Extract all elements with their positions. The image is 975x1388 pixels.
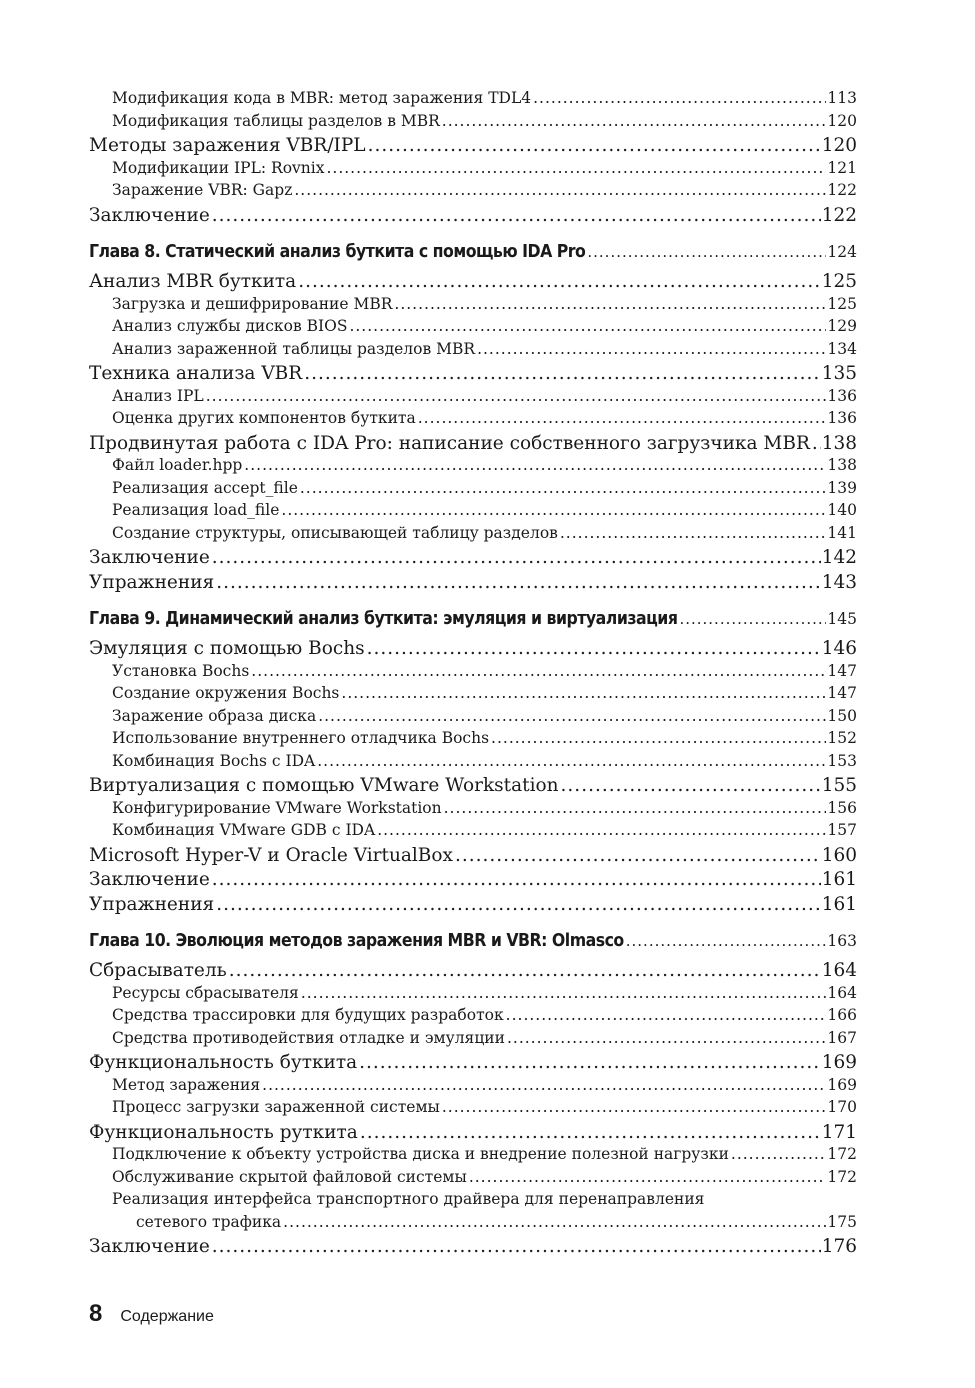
dot-leader [560,521,827,545]
toc-entry [89,818,857,841]
dot-leader [318,704,826,728]
toc-entry-title: Файл loader.hpp [112,456,243,474]
toc-entry-title: Обслуживание скрытой файловой системы [112,1167,467,1186]
toc-entry-page: 156 [827,798,857,817]
toc-entry-page: 134 [827,339,857,358]
dot-leader [394,292,826,316]
dot-leader [506,1003,827,1027]
toc-entry-page: 161 [821,893,857,915]
toc-entry-title: Реализация accept_file [112,478,298,497]
dot-leader [251,659,826,683]
dot-leader [469,1165,827,1189]
toc-chapter-entry [89,604,857,634]
toc-entry-title: Заключение [89,1236,210,1257]
toc-entry [89,1026,857,1049]
toc-entry-page: 125 [827,294,857,313]
toc-entry [89,681,857,704]
toc-entry-title: Подключение к объекту устройства диска и внедрение полезной нагрузки [112,1145,729,1163]
toc-entry-page: 143 [821,571,857,593]
toc-entry-page: 147 [827,661,857,680]
toc-entry-page: 172 [827,1145,857,1163]
dot-leader [206,384,827,408]
toc-entry-page: 167 [827,1028,857,1047]
toc-entry-page: 175 [827,1212,857,1231]
toc-entry [89,267,857,292]
toc-entry-title: Виртуализация с помощью VMware Workstation [89,775,559,796]
toc-entry [89,156,857,179]
toc-entry [89,337,857,360]
toc-entry-page: 171 [821,1121,857,1143]
toc-entry-title: Microsoft Hyper-V и Oracle VirtualBox [89,844,453,866]
toc-entry-page: 163 [827,932,857,950]
toc-entry [89,1048,857,1073]
toc-entry-page: 113 [827,89,857,107]
toc-entry-title: Загрузка и дешифрирование MBR [112,294,393,313]
toc-entry [89,406,857,429]
toc-entry-title: Заражение VBR: Gapz [112,181,293,199]
toc-entry-page: 120 [827,111,857,130]
dot-leader [442,1095,827,1119]
dot-leader [283,1210,826,1234]
toc-entry-page: 135 [821,363,857,384]
toc-entry [89,543,857,568]
toc-entry-title: Глава 10. Эволюция методов заражения MBR и VBR: Olmasco [89,931,624,951]
toc-entry-page: 161 [821,869,857,890]
toc-entry-title: Функциональность руткита [89,1121,358,1143]
toc-entry [89,521,857,544]
toc-entry-title: Эмуляция с помощью Bochs [89,638,365,659]
dot-leader [317,749,826,773]
toc-entry [89,1095,857,1118]
dot-leader [477,337,826,361]
toc-entry-page: 147 [827,684,857,702]
dot-leader [418,406,827,430]
toc-entry-page: 169 [821,1052,857,1073]
toc-entry-page: 136 [827,409,857,427]
toc-entry-page: 138 [827,456,857,474]
toc-entry [89,981,857,1004]
toc-entry-page: 139 [827,478,857,497]
toc-entry-title: Заключение [89,547,210,568]
dot-leader [212,1232,821,1262]
toc-entry-title: Анализ IPL [112,386,204,405]
toc-entry [89,704,857,727]
toc-entry-title: Анализ MBR буткита [89,271,297,292]
toc-entry-title: Процесс загрузки зараженной системы [112,1098,440,1116]
toc-entry-page: 124 [827,243,857,261]
toc-chapter-entry [89,237,857,267]
toc-entry [89,86,857,109]
toc-entry [89,201,857,226]
toc-entry [89,1003,857,1026]
toc-entry [89,749,857,772]
toc-entry-page: 172 [827,1167,857,1186]
toc-entry-page: 164 [821,960,857,981]
toc-entry-title: Глава 8. Статический анализ буткита с помощью IDA Pro [89,242,586,262]
dot-leader [294,178,826,202]
toc-entry-page: 153 [827,751,857,770]
toc-entry-title: Глава 9. Динамический анализ буткита: эмуляция и виртуализация [89,609,678,629]
toc-entry-title: Комбинация Bochs с IDA [112,751,316,770]
dot-leader [216,890,820,920]
page-footer [89,1300,214,1328]
toc-entry-title: Заключение [89,204,210,226]
page-number: 8 [89,1300,103,1327]
toc-entry [89,659,857,682]
toc-entry-page: 155 [821,775,857,796]
toc-entry-title: Модификации IPL: Rovnix [112,158,325,177]
toc-entry [89,131,857,156]
toc-entry-page: 129 [827,317,857,335]
toc-chapter-entry [89,926,857,956]
toc-entry-title: Использование внутреннего отладчика Bochs [112,729,490,747]
toc-entry-title: Модификация таблицы разделов в MBR [112,111,440,130]
toc-entry-title: Установка Bochs [112,661,250,680]
toc-entry-page: 170 [827,1098,857,1116]
dot-leader [533,86,826,110]
toc-entry-title: Упражнения [89,893,215,915]
toc-entry-title: Конфигурирование VMware Workstation [112,798,442,817]
toc-entry [89,429,857,454]
toc-entry-title: Реализация интерфейса транспортного драйвера для перенаправления [112,1190,705,1208]
dot-leader [216,568,820,598]
dot-leader [341,681,826,705]
toc-entry-title: Реализация load_file [112,501,280,519]
toc-entry-title: Продвинутая работа с IDA Pro: написание собственного загрузчика MBR [89,432,810,454]
toc-entry [89,771,857,796]
toc-entry-title: Создание окружения Bochs [112,684,340,702]
running-header: Содержание [120,1308,214,1325]
toc-entry-title: Анализ службы дисков BIOS [112,317,348,335]
toc-entry [89,292,857,315]
toc-entry-title: Анализ зараженной таблицы разделов MBR [112,339,476,358]
toc-entry [89,726,857,749]
dot-leader [377,818,826,842]
toc-entry [89,359,857,384]
toc-entry-page: 176 [821,1236,857,1257]
toc-entry-title: Заключение [89,869,210,890]
toc-entry-title: Методы заражения VBR/IPL [89,135,366,156]
dot-leader [281,498,826,522]
toc-entry [89,453,857,476]
toc-entry-page: 138 [821,432,857,454]
toc-entry [89,1165,857,1188]
toc-entry-page: 152 [827,729,857,747]
toc-entry [89,476,857,499]
dot-leader [507,1026,826,1050]
toc-entry-page: 141 [827,523,857,542]
toc-entry-page: 160 [821,844,857,866]
toc-entry-page: 166 [827,1006,857,1024]
toc-entry-title: сетевого трафика [136,1212,282,1231]
toc-entry [89,314,857,337]
dot-leader [442,109,827,133]
dot-leader [679,604,826,634]
toc-entry [89,841,857,866]
toc-entry [89,796,857,819]
toc-entry-page: 120 [821,135,857,156]
toc-entry-page: 145 [827,610,857,628]
dot-leader [626,926,827,956]
toc-entry-title: Оценка других компонентов буткита [112,409,416,427]
dot-leader [300,476,827,500]
toc-entry [89,1073,857,1096]
dot-leader [212,201,821,231]
dot-leader [326,156,826,180]
toc-entry [89,865,857,890]
toc-entry [89,1187,857,1210]
toc-entry-title: Средства противодействия отладке и эмуляции [112,1028,505,1047]
toc-entry-title: Ресурсы сбрасывателя [112,983,299,1002]
toc-entry-page: 125 [821,271,857,292]
toc-entry-title: Комбинация VMware GDB с IDA [112,821,376,839]
toc-entry-title: Упражнения [89,571,215,593]
dot-leader [262,1073,826,1097]
toc-entry-page: 169 [827,1075,857,1094]
toc-entry-title: Создание структуры, описывающей таблицу разделов [112,523,558,542]
toc-entry-page: 121 [827,158,857,177]
toc-entry [89,109,857,132]
toc-entry-page: 136 [827,386,857,405]
toc-entry [89,384,857,407]
toc-entry-page: 122 [821,204,857,226]
toc-entry [89,498,857,521]
toc-entry-title: Функциональность буткита [89,1052,358,1073]
toc-entry-title: Сбрасыватель [89,960,227,981]
toc-entry-page: 146 [821,638,857,659]
toc-entry [89,890,857,915]
dot-leader [444,796,827,820]
toc-entry-title: Метод заражения [112,1075,261,1094]
toc-entry-page: 142 [821,547,857,568]
toc-entry [89,1210,857,1233]
toc-entry-title: Модификация кода в MBR: метод заражения TDL4 [112,89,532,107]
toc-entry [89,956,857,981]
toc-entry [89,178,857,201]
toc-entry-title: Средства трассировки для будущих разработок [112,1006,504,1024]
toc-entry-page: 122 [827,181,857,199]
toc-entry [89,1118,857,1143]
dot-leader [587,237,826,267]
toc-entry [89,1142,857,1165]
toc-entry [89,1232,857,1257]
dot-leader [244,453,826,477]
table-of-contents [89,86,857,1257]
dot-leader [491,726,826,750]
toc-entry-page: 164 [827,983,857,1002]
dot-leader [731,1142,827,1166]
dot-leader [301,981,827,1005]
toc-entry-title: Техника анализа VBR [89,363,303,384]
dot-leader [349,314,826,338]
toc-entry-title: Заражение образа диска [112,706,317,725]
toc-entry-page: 157 [827,821,857,839]
toc-entry [89,634,857,659]
toc-entry-page: 140 [827,501,857,519]
toc-entry [89,568,857,593]
toc-entry-page: 150 [827,706,857,725]
